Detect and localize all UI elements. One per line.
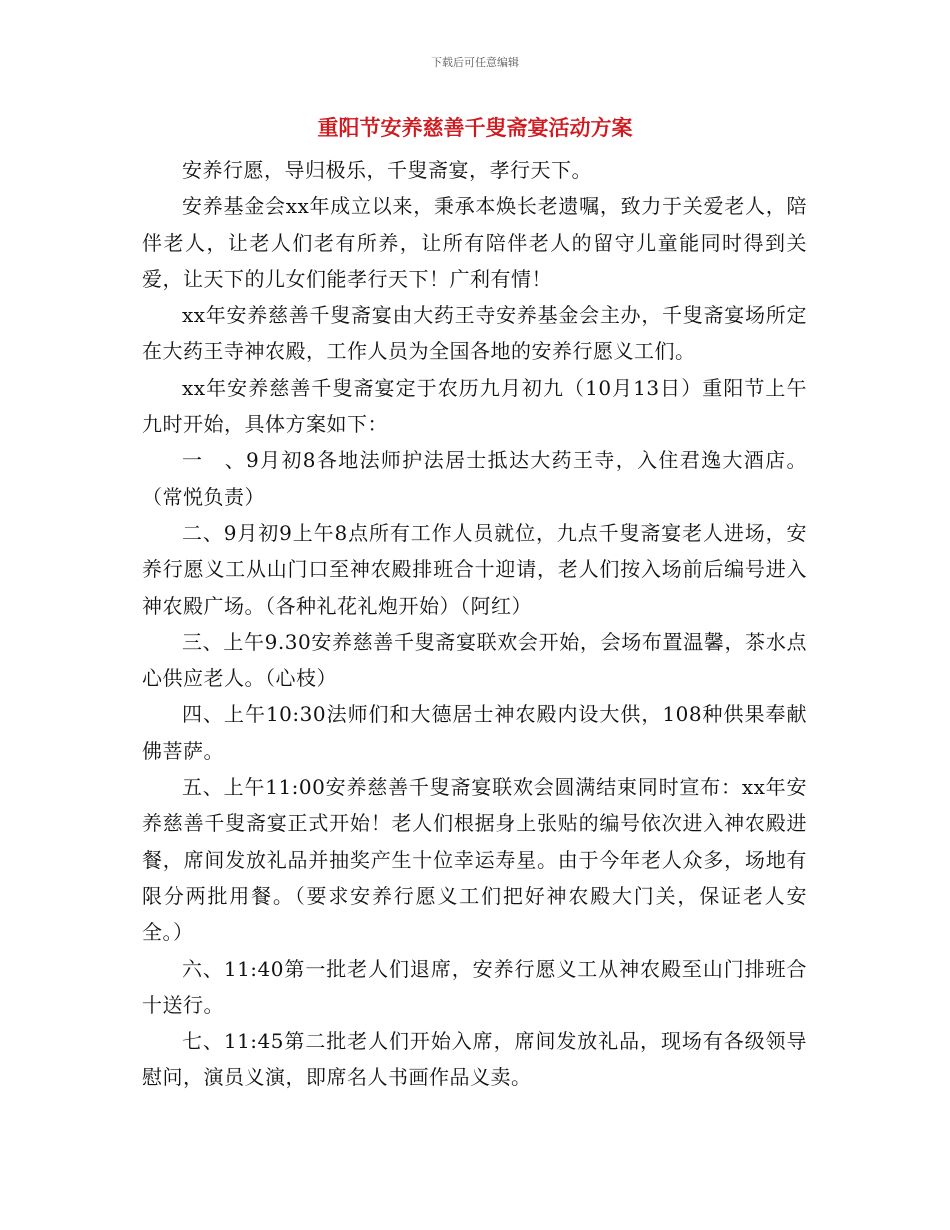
paragraph-foundation: 安养基金会xx年成立以来，秉承本焕长老遗嘱，致力于关爱老人，陪伴老人，让老人们老有所养，让所有陪伴老人的留守儿童能同时得到关爱，让天下的儿女们能孝行天下！广利有情！: [142, 194, 807, 291]
paragraph-step-1: 一 、9月初8各地法师护法居士抵达大药王寺，入住君逸大酒店。（常悦负责）: [142, 448, 807, 509]
document-body: [142, 152, 807, 1096]
paragraph-step-2: 二、9月初9上午8点所有工作人员就位，九点千叟斋宴老人进场，安养行愿义工从山门口至神农殿排班合十迎请，老人们按入场前后编号进入神农殿广场。（各种礼花礼炮开始）（阿红）: [142, 520, 807, 618]
paragraph-step-4: 四、上午10:30法师们和大德居士神农殿内设大供，108种供果奉献佛菩萨。: [142, 702, 807, 763]
paragraph-step-7: 七、11:45第二批老人们开始入席，席间发放礼品，现场有各级领导慰问，演员义演，即席名人书画作品义卖。: [142, 1029, 807, 1090]
paragraph-intro-slogan: 安养行愿，导归极乐，千叟斋宴，孝行天下。: [182, 158, 592, 182]
paragraph-step-3: 三、上午9.30安养慈善千叟斋宴联欢会开始，会场布置温馨，茶水点心供应老人。（心枝）: [142, 629, 807, 691]
header-note: 下载后可任意编辑: [431, 56, 519, 69]
paragraph-schedule-intro: xx年安养慈善千叟斋宴定于农历九月初九（10月13日）重阳节上午九时开始，具体方案如下：: [142, 375, 807, 437]
paragraph-step-6: 六、11:40第一批老人们退席，安养行愿义工从神农殿至山门排班合十送行。: [142, 956, 807, 1017]
document-title: 重阳节安养慈善千叟斋宴活动方案: [317, 116, 633, 140]
paragraph-step-5: 五、上午11:00安养慈善千叟斋宴联欢会圆满结束同时宣布：xx年安养慈善千叟斋宴正式开始！老人们根据身上张贴的编号依次进入神农殿进餐，席间发放礼品并抽奖产生十位幸运寿星。由于今年老人众多，场地有限分两批用餐。（要求安养行愿义工们把好神农殿大门关，保证老人安全。）: [142, 775, 807, 945]
paragraph-organizer: xx年安养慈善千叟斋宴由大药王寺安养基金会主办，千叟斋宴场所定在大药王寺神农殿，工作人员为全国各地的安养行愿义工们。: [142, 303, 807, 364]
